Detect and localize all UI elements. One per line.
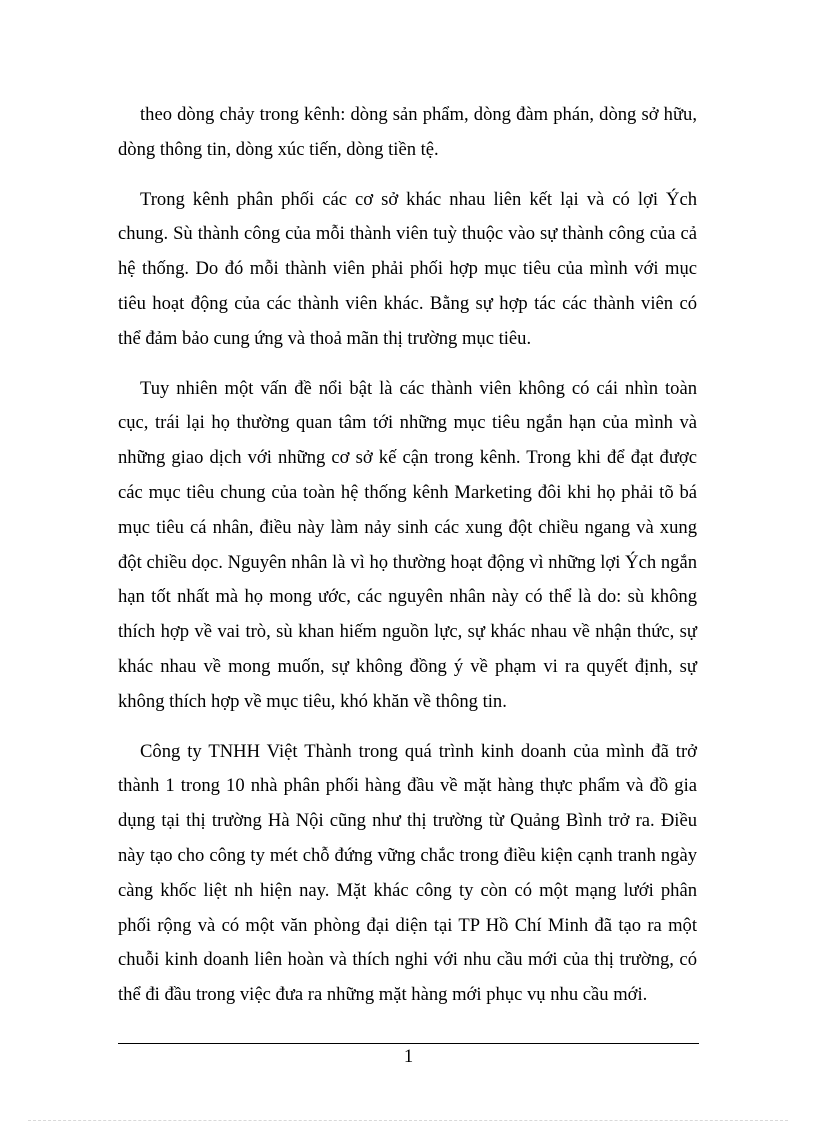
footer-divider — [118, 1043, 699, 1044]
page-edge-divider — [28, 1120, 788, 1121]
document-body — [118, 98, 697, 1028]
paragraph-2: Trong kênh phân phối các cơ sở khác nhau liên kết lại và có lợi Ých chung. Sù thành công của mỗi thành viên tuỳ thuộc vào sự thành công của cả hệ thống. Do đó mỗi thành viên phải phối hợp mục tiêu của mình với mục tiêu hoạt động của các thành viên khác. Bằng sự hợp tác các thành viên có thể đảm bảo cung ứng và thoả mãn thị trường mục tiêu. — [118, 188, 697, 349]
paragraph-3: Tuy nhiên một vấn đề nổi bật là các thành viên không có cái nhìn toàn cục, trái lại họ thường quan tâm tới những mục tiêu ngắn hạn của mình và những giao dịch với những cơ sở kế cận trong kênh. Trong khi để đạt được các mục tiêu chung của toàn hệ thống kênh Marketing đôi khi họ phải tõ bá mục tiêu cá nhân, điều này làm nảy sinh các xung đột chiều ngang và xung đột chiều dọc. Nguyên nhân là vì họ thường hoạt động vì những lợi Ých ngắn hạn tốt nhất mà họ mong ước, các nguyên nhân này có thể là do: sù không thích hợp về vai trò, sù khan hiếm nguồn lực, sự khác nhau về nhận thức, sự khác nhau về mong muốn, sự không đồng ý về phạm vi ra quyết định, sự không thích hợp về mục tiêu, khó khăn về thông tin. — [118, 377, 697, 712]
paragraph-4: Công ty TNHH Việt Thành trong quá trình kinh doanh của mình đã trở thành 1 trong 10 nhà phân phối hàng đầu về mặt hàng thực phẩm và đồ gia dụng tại thị trường Hà Nội cũng như thị trường từ Quảng Bình trở ra. Điều này tạo cho công ty mét chỗ đứng vững chắc trong điều kiện cạnh tranh ngày càng khốc liệt nh hiện nay. Mặt khác công ty còn có một mạng lưới phân phối rộng và có một văn phòng đại diện tại TP Hồ Chí Minh đã tạo ra một chuỗi kinh doanh liên hoàn và thích nghi với nhu cầu mới của thị trường, có thể đi đầu trong việc đưa ra những mặt hàng mới phục vụ nhu cầu mới. — [118, 740, 697, 1006]
page-number: 1 — [403, 1046, 414, 1067]
paragraph-1: theo dòng chảy trong kênh: dòng sản phẩm, dòng đàm phán, dòng sở hữu, dòng thông tin, dòng xúc tiến, dòng tiền tệ. — [118, 104, 697, 160]
